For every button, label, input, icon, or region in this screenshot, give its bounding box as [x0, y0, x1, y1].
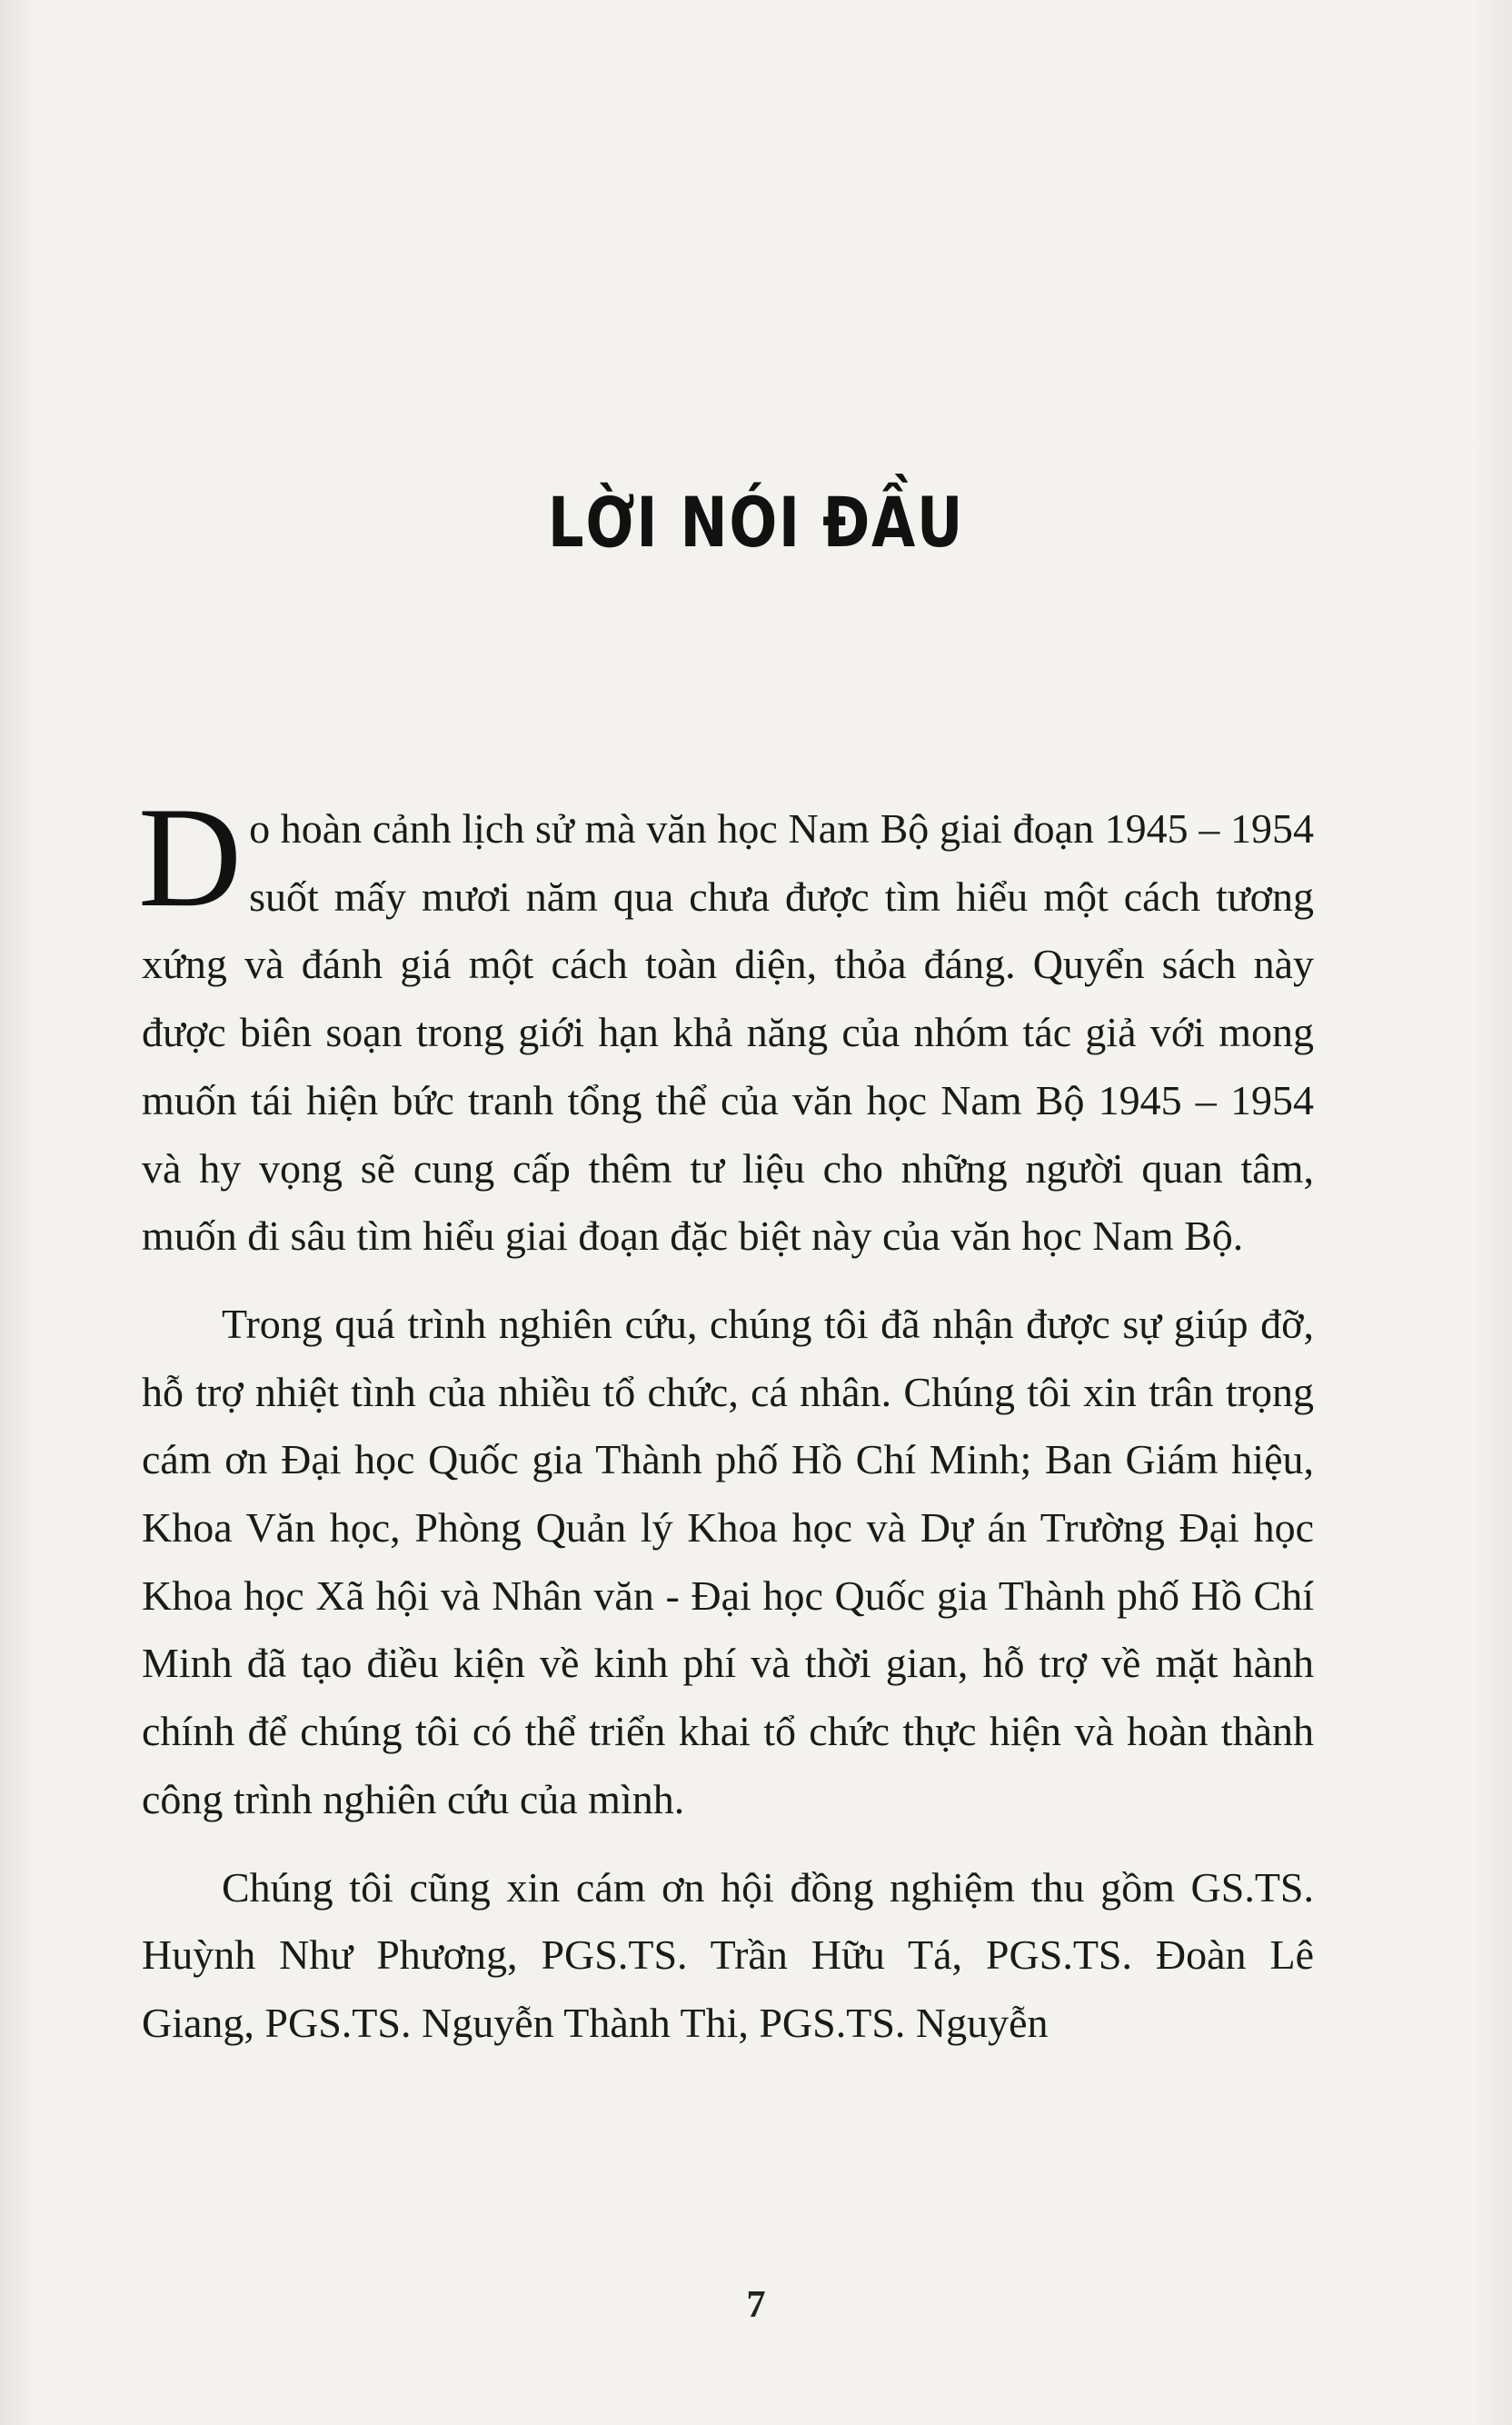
drop-cap: D	[138, 778, 243, 937]
body-text	[138, 778, 1314, 2058]
paragraph-3: Chúng tôi cũng xin cám ơn hội đồng nghiệm thu gồm GS.TS. Huỳnh Như Phương, PGS.TS. Trần Hữu Tá, PGS.TS. Đoàn Lê Giang, PGS.TS. Nguyễn Thành Thi, PGS.TS. Nguyễn	[142, 1863, 1314, 2046]
paragraph-2: Trong quá trình nghiên cứu, chúng tôi đã nhận được sự giúp đỡ, hỗ trợ nhiệt tình của nhiều tổ chức, cá nhân. Chúng tôi xin trân trọng cám ơn Đại học Quốc gia Thành phố Hồ Chí Minh; Ban Giám hiệu, Khoa Văn học, Phòng Quản lý Khoa học và Dự án Trường Đại học Khoa học Xã hội và Nhân văn - Đại học Quốc gia Thành phố Hồ Chí Minh đã tạo điều kiện về kinh phí và thời gian, hỗ trợ về mặt hành chính để chúng tôi có thể triển khai tổ chức thực hiện và hoàn thành công trình nghiên cứu của mình.	[142, 1300, 1314, 1822]
page-number: 7	[746, 2284, 766, 2326]
paragraph-1	[138, 778, 1314, 1271]
page-title: LỜI NÓI ĐẦU	[547, 482, 965, 563]
paragraph-1-text: o hoàn cảnh lịch sử mà văn học Nam Bộ giai đoạn 1945 – 1954 suốt mấy mươi năm qua chưa được tìm hiểu một cách tương xứng và đánh giá một cách toàn diện, thỏa đáng. Quyển sách này được biên soạn trong giới hạn khả năng của nhóm tác giả với mong muốn tái hiện bức tranh tổng thể của văn học Nam Bộ 1945 – 1954 và hy vọng sẽ cung cấp thêm tư liệu cho những người quan tâm, muốn đi sâu tìm hiểu giai đoạn đặc biệt này của văn học Nam Bộ.	[142, 805, 1314, 1260]
